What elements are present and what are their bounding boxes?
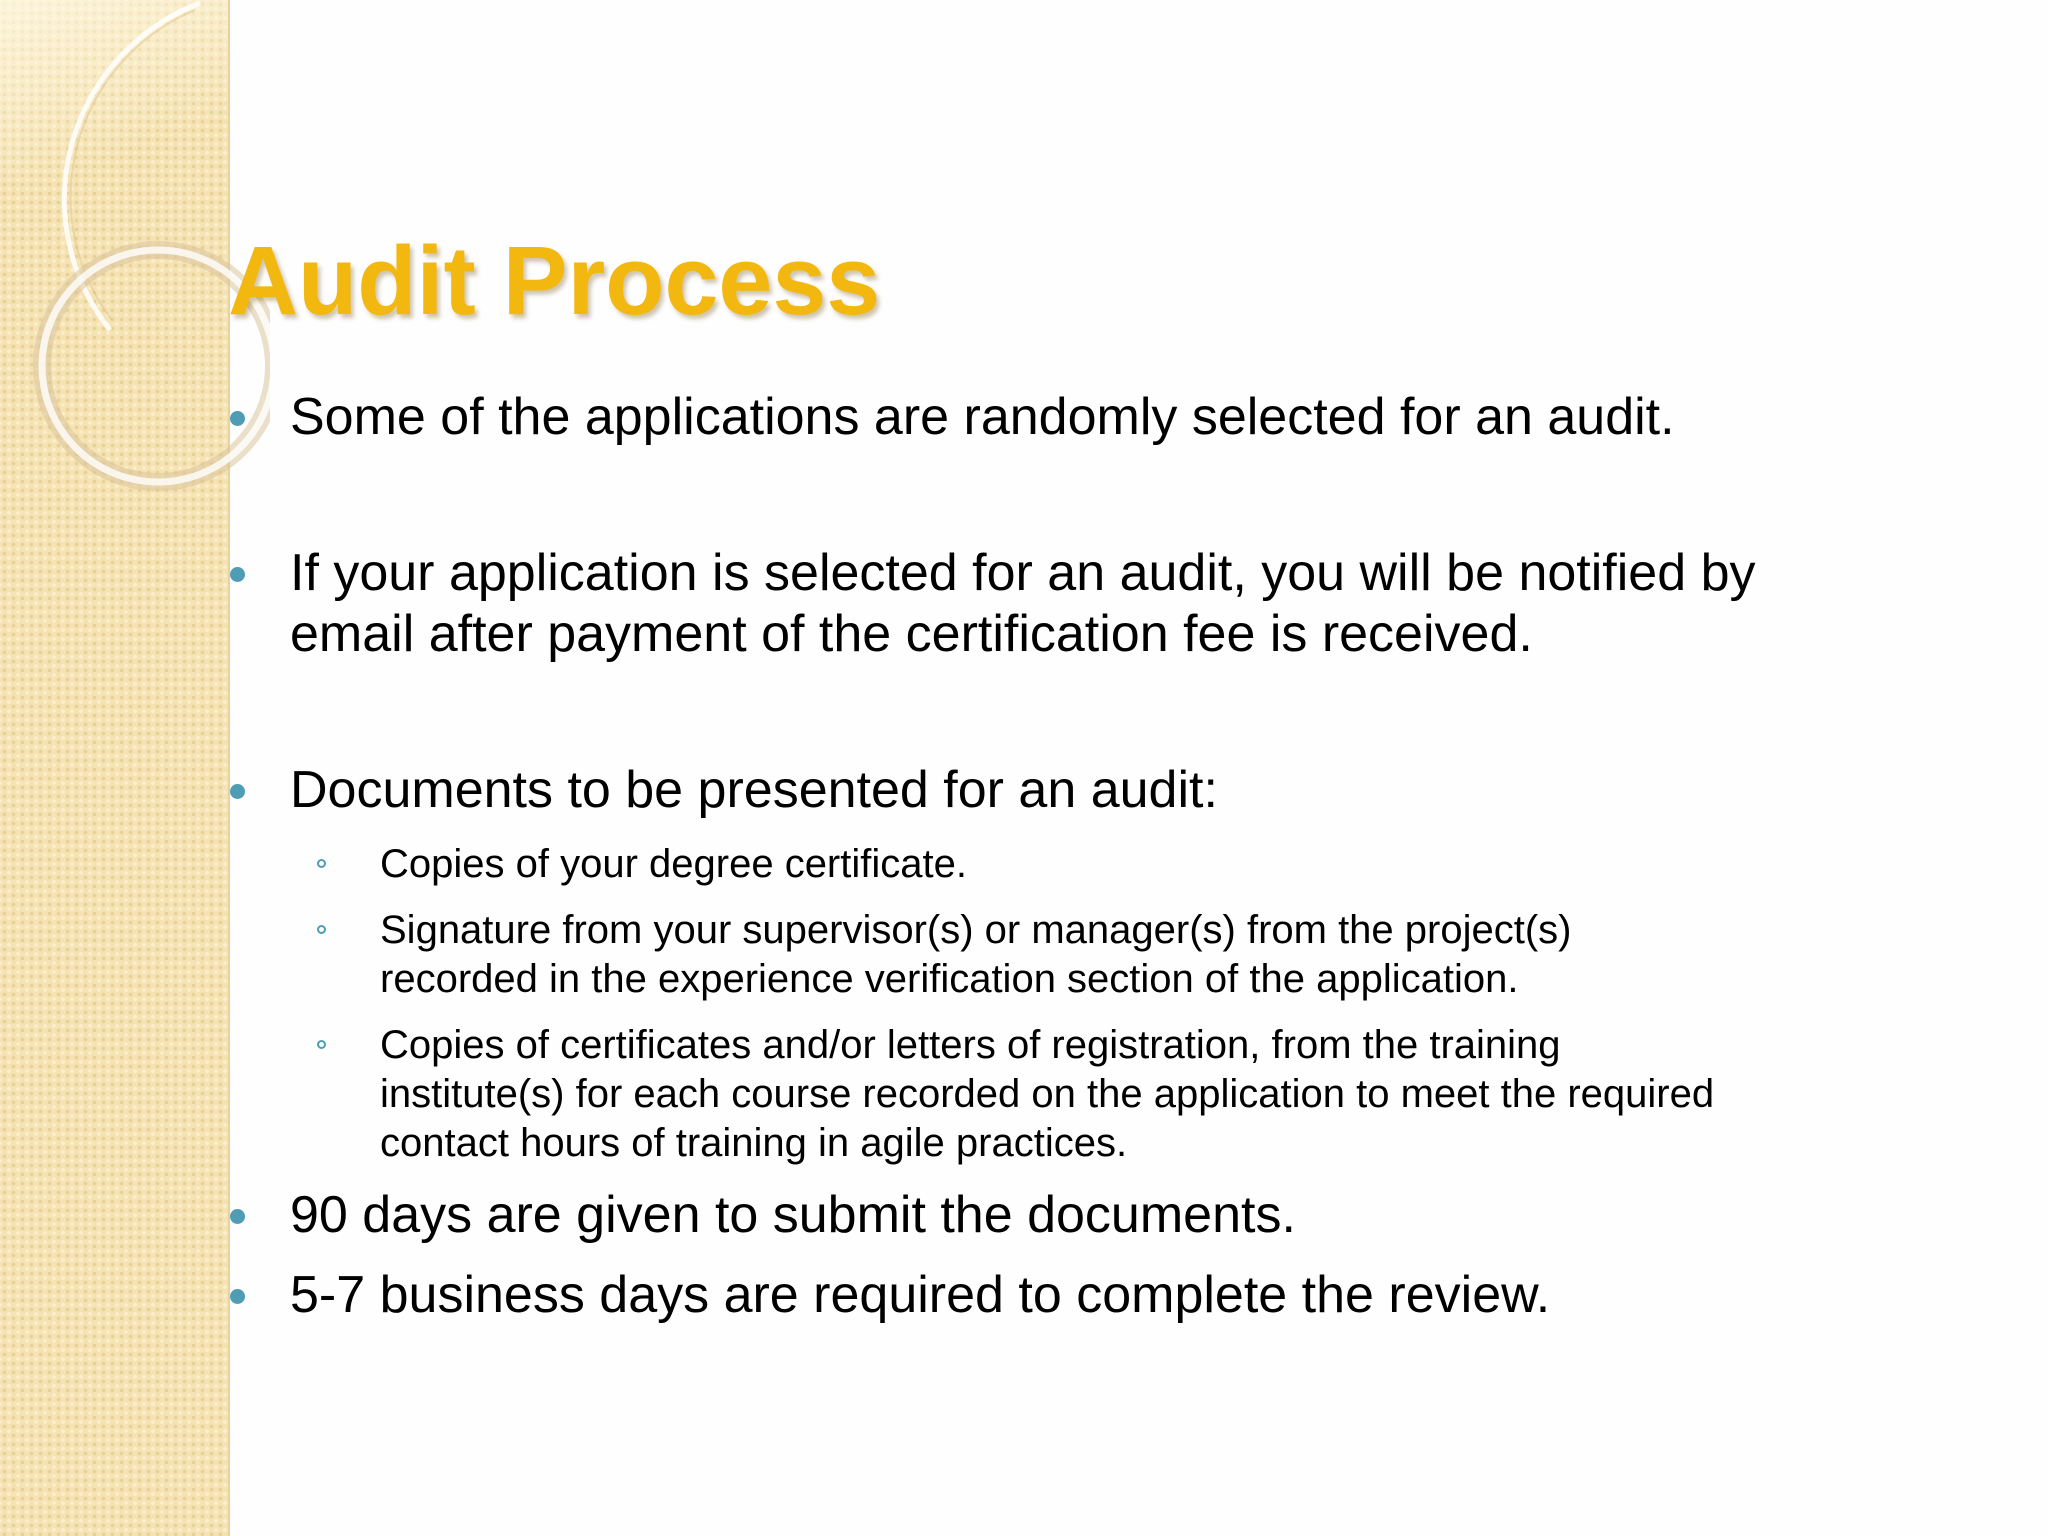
sub-bullet-1-line-1: Copies of your degree certificate. — [380, 842, 967, 886]
sub-bullet-ring-icon — [317, 1040, 326, 1049]
bullet-dot-icon — [230, 1289, 245, 1304]
sub-bullet-3-line-1: Copies of certificates and/or letters of registration, from the training — [380, 1023, 1561, 1067]
slide-title: Audit Process — [228, 226, 881, 335]
bullet-dot-icon — [230, 784, 245, 799]
bullet-3-line-1: Documents to be presented for an audit: — [290, 761, 1218, 819]
bullet-dot-icon — [230, 411, 245, 426]
sub-bullet-2-line-1: Signature from your supervisor(s) or manager(s) from the project(s) — [380, 908, 1572, 952]
bullet-1-line-1: Some of the applications are randomly selected for an audit. — [290, 388, 1675, 446]
bullet-2-line-2: email after payment of the certification fee is received. — [290, 605, 1533, 663]
bullet-2-line-1: If your application is selected for an audit, you will be notified by — [290, 544, 1756, 602]
bullet-5-line-1: 5-7 business days are required to complete the review. — [290, 1266, 1551, 1324]
bullet-4-line-1: 90 days are given to submit the documents. — [290, 1186, 1296, 1244]
sub-bullet-3-line-3: contact hours of training in agile practices. — [380, 1121, 1128, 1165]
sub-bullet-2-line-2: recorded in the experience verification section of the application. — [380, 957, 1519, 1001]
sub-bullet-ring-icon — [317, 859, 326, 868]
sub-bullet-3-line-2: institute(s) for each course recorded on the application to meet the required — [380, 1072, 1715, 1116]
sub-bullet-ring-icon — [317, 925, 326, 934]
bullet-dot-icon — [230, 1209, 245, 1224]
bullet-dot-icon — [230, 567, 245, 582]
